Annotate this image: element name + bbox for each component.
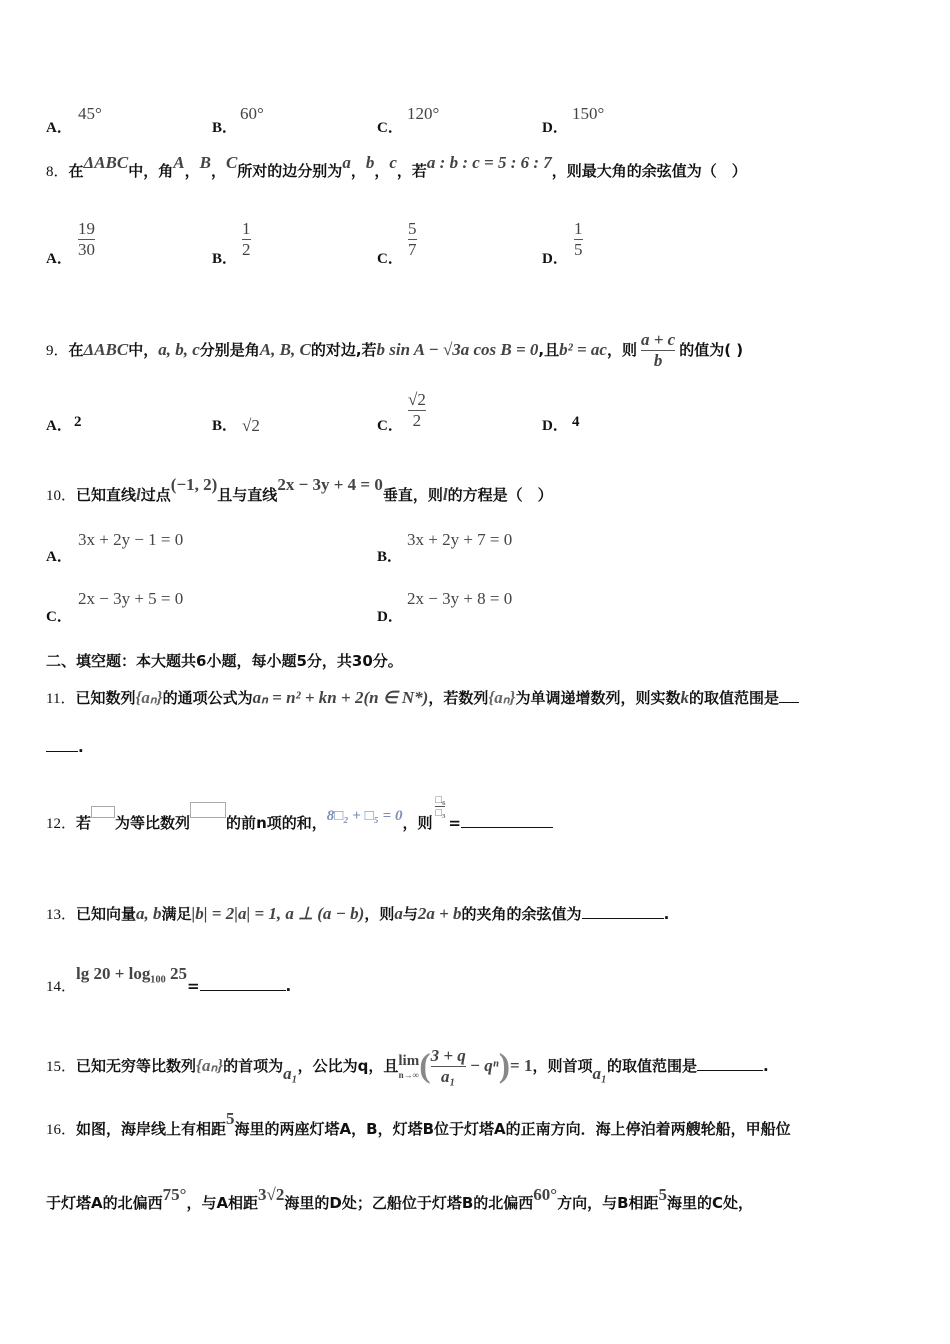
q16-number: 16．	[46, 1122, 77, 1138]
q15-a1: a₁	[592, 1064, 607, 1083]
q8-option-a-den: 30	[78, 240, 95, 259]
question-9	[46, 330, 743, 371]
q8-text: 所对的边分别为	[237, 162, 343, 180]
q12-text: 为等比数列	[115, 814, 191, 832]
q15-lim-sub: n→∞	[398, 1070, 420, 1080]
question-8	[46, 153, 747, 181]
q10-option-a-label: A．	[46, 549, 72, 565]
q8-text: ，	[374, 162, 390, 180]
q9-text: ，则	[606, 341, 637, 359]
q9-fraction-num: a + c	[640, 330, 676, 349]
question-11	[46, 687, 799, 708]
q14-expression: lg 20 + log₁₀₀ 25	[76, 964, 187, 983]
q7-option-d-value: 150°	[572, 104, 605, 123]
q14-end: .	[285, 977, 292, 995]
q10-point: (−1, 2)	[170, 475, 218, 494]
q8-option-b-num: 1	[242, 219, 251, 238]
q14-number: 14．	[46, 979, 77, 995]
q9-text: 中，	[128, 341, 159, 359]
q9-option-c-num: √2	[408, 390, 426, 409]
q10-line-l: l	[442, 485, 448, 504]
q9-vars: a, b, c	[158, 340, 200, 359]
q15-text: 的取值范围是	[606, 1057, 697, 1075]
q16-text: 于灯塔A的北偏西	[46, 1194, 163, 1212]
q10-options	[0, 525, 950, 625]
q10-option-c-label: C．	[46, 609, 72, 625]
q8-side-c: c	[389, 153, 397, 172]
q9-fraction-den: b	[653, 351, 663, 370]
q15-q: q	[357, 1057, 369, 1075]
q11-text: 的通项公式为	[162, 689, 253, 707]
q16-text: 海里的两座灯塔A，B，灯塔B位于灯塔A的正南方向．海上停泊着两艘轮船，甲船位	[234, 1120, 791, 1138]
q12-text: =	[448, 814, 461, 832]
question-16-line-2	[46, 1185, 754, 1213]
q15-a1: a₁	[283, 1064, 298, 1083]
q12-missing-symbol	[190, 802, 226, 818]
q9-option-a-value: 2	[74, 414, 82, 430]
q12-fraction-den: □₃	[435, 807, 446, 819]
q8-option-c-den: 7	[408, 240, 417, 259]
q8-option-c-fraction	[408, 219, 417, 260]
q9-text: 的值为( )	[679, 341, 744, 359]
question-14	[46, 964, 292, 996]
q15-minus-term: − qⁿ	[469, 1056, 499, 1075]
q8-option-b-den: 2	[242, 240, 251, 259]
q11-answer-blank-continued[interactable]	[46, 751, 78, 752]
q9-fraction	[641, 330, 675, 371]
q9-option-c-label: C．	[377, 418, 403, 434]
q12-fraction-num: □₆	[435, 794, 446, 806]
q9-options	[0, 388, 950, 448]
q9-option-d-value: 4	[572, 414, 580, 430]
q8-text: ，	[184, 162, 200, 180]
q8-option-a-fraction	[78, 219, 95, 260]
q12-fraction	[435, 794, 445, 819]
q9-option-a-label: A．	[46, 418, 72, 434]
q7-option-b-label: B．	[212, 120, 238, 136]
q16-angle-2: 60°	[533, 1185, 558, 1204]
q9-option-d-label: D．	[542, 418, 568, 434]
q11-k: k	[680, 688, 689, 707]
q11-text: 的取值范围是	[688, 689, 779, 707]
q9-text: ,且	[538, 341, 560, 359]
question-13	[46, 903, 669, 924]
q9-angles: A, B, C	[259, 340, 311, 359]
q9-equation-1: b sin A − √3a cos B = 0	[376, 340, 539, 359]
q15-answer-blank[interactable]	[697, 1070, 763, 1071]
q12-text: 若	[76, 814, 92, 832]
q15-lim-text: lim	[398, 1053, 420, 1069]
q8-option-b-fraction	[242, 219, 251, 260]
q7-option-d-label: D．	[542, 120, 568, 136]
q9-option-c-den: 2	[412, 411, 422, 430]
q12-text: ，则	[402, 814, 433, 832]
q11-end: .	[78, 738, 84, 756]
q15-right-paren: )	[498, 1047, 511, 1085]
q8-option-a-label: A．	[46, 251, 72, 267]
q15-end: .	[762, 1057, 769, 1075]
q9-option-b-label: B．	[212, 418, 238, 434]
q11-number: 11．	[46, 691, 76, 707]
q16-text: ，与A相距	[186, 1194, 259, 1212]
q16-distance-ab: 5	[226, 1109, 235, 1128]
q15-left-paren: (	[419, 1047, 431, 1085]
q8-angle-a: A	[173, 153, 185, 172]
q13-text: 的夹角的余弦值为	[461, 905, 582, 923]
q8-option-c-num: 5	[408, 219, 417, 238]
q12-text: 项的和，	[266, 814, 327, 832]
question-12	[46, 794, 553, 833]
q7-option-a-value: 45°	[78, 104, 102, 123]
q11-answer-blank[interactable]	[779, 702, 799, 703]
q9-number: 9．	[46, 343, 69, 359]
q11-text: 为单调递增数列，则实数	[515, 689, 681, 707]
q11-text: 已知数列	[75, 689, 136, 707]
q13-text: ，则	[364, 905, 395, 923]
q13-text: 已知向量	[76, 905, 137, 923]
q10-number: 10．	[46, 488, 77, 504]
q12-text: 的前	[226, 814, 257, 832]
section-2-heading: 二、填空题：本大题共6小题，每小题5分，共30分。	[46, 652, 403, 670]
q8-ratio: a : b : c = 5 : 6 : 7	[426, 153, 552, 172]
q8-option-d-den: 5	[574, 240, 583, 259]
q8-angle-c: C	[225, 153, 238, 172]
q13-condition: |b| = 2|a| = 1, a ⊥ (a − b)	[191, 904, 365, 923]
q8-text: ，若	[396, 162, 427, 180]
q8-option-d-num: 1	[574, 219, 583, 238]
q10-option-c-value: 2x − 3y + 5 = 0	[78, 589, 184, 608]
q13-expression: 2a + b	[417, 904, 462, 923]
q15-number: 15．	[46, 1059, 77, 1075]
q16-distance-ad: 3√2	[258, 1185, 285, 1204]
q7-option-c-value: 120°	[407, 104, 440, 123]
q7-option-b-value: 60°	[240, 104, 264, 123]
q10-text: 过点	[140, 486, 171, 504]
q15-lim	[398, 1053, 419, 1080]
q13-text: 与	[402, 905, 418, 923]
q12-n: n	[256, 814, 267, 832]
q11-formula: aₙ = n² + kn + 2(n ∈ N*)	[252, 688, 429, 707]
q11-line2	[46, 738, 84, 756]
q16-text: 海里的C处，	[667, 1194, 754, 1212]
q8-option-a-num: 19	[78, 219, 95, 238]
q8-text: ，则最大角的余弦值为（ ）	[551, 162, 747, 180]
q15-text: ，且	[368, 1057, 399, 1075]
q15-equals: = 1	[510, 1056, 533, 1075]
q10-option-a-value: 3x + 2y − 1 = 0	[78, 530, 184, 549]
q10-text: 垂直，则	[382, 486, 443, 504]
q10-option-d-label: D．	[377, 609, 403, 625]
q8-text: ，	[210, 162, 226, 180]
q9-text: 在	[68, 341, 84, 359]
q13-text: 满足	[161, 905, 192, 923]
q12-answer-blank[interactable]	[461, 827, 553, 828]
q9-equation-2: b² = ac	[559, 340, 607, 359]
q8-option-d-label: D．	[542, 251, 568, 267]
q7-options	[0, 0, 950, 140]
q16-text: 如图，海岸线上有相距	[76, 1120, 227, 1138]
question-16-line-1	[46, 1109, 791, 1139]
q10-line-l: l	[136, 485, 141, 504]
q15-fraction-den: a₁	[440, 1067, 456, 1086]
q15-text: 的首项为	[223, 1057, 284, 1075]
q16-distance-bc: 5	[658, 1185, 668, 1204]
q16-text: 方向，与B相距	[557, 1194, 659, 1212]
q15-text: ，公比为	[297, 1057, 358, 1075]
q8-side-a: a	[342, 153, 351, 172]
q10-text: 的方程是（ ）	[447, 486, 553, 504]
question-10	[46, 475, 553, 505]
q9-text: 分别是角	[199, 341, 260, 359]
q8-angle-b: B	[199, 153, 211, 172]
q9-triangle: ΔABC	[83, 340, 129, 359]
q10-text: 且与直线	[217, 486, 278, 504]
q11-sequence: {aₙ}	[488, 688, 516, 707]
q9-text: 的对边,若	[310, 341, 377, 359]
q8-option-b-label: B．	[212, 251, 238, 267]
q11-text: ，若数列	[428, 689, 489, 707]
q8-text: ，	[350, 162, 366, 180]
q15-text: 已知无穷等比数列	[76, 1057, 197, 1075]
q8-triangle: ΔABC	[83, 153, 129, 172]
q8-option-c-label: C．	[377, 251, 403, 267]
q13-answer-blank[interactable]	[582, 918, 664, 919]
q15-fraction	[431, 1046, 466, 1087]
q16-text: 海里的D处；乙船位于灯塔B的北偏西	[284, 1194, 534, 1212]
q7-option-a-label: A．	[46, 120, 72, 136]
q8-options	[0, 215, 950, 275]
q12-number: 12．	[46, 816, 77, 832]
q8-number: 8．	[46, 164, 69, 180]
q9-option-b-value: √2	[242, 416, 260, 435]
q14-answer-blank[interactable]	[200, 990, 286, 991]
q8-option-d-fraction	[574, 219, 583, 260]
q13-vars: a, b	[136, 904, 162, 923]
q10-option-d-value: 2x − 3y + 8 = 0	[407, 589, 513, 608]
q13-vector-a: a	[394, 904, 403, 923]
q15-text: ，则首项	[532, 1057, 593, 1075]
q10-option-b-label: B．	[377, 549, 403, 565]
q8-side-b: b	[365, 153, 375, 172]
q10-option-b-value: 3x + 2y + 7 = 0	[407, 530, 513, 549]
q8-text: 在	[68, 162, 84, 180]
q15-fraction-num: 3 + q	[430, 1046, 466, 1065]
q13-end: .	[663, 905, 670, 923]
q10-text: 已知直线	[76, 486, 137, 504]
q10-line-equation: 2x − 3y + 4 = 0	[277, 475, 383, 494]
q8-text: 中，角	[128, 162, 174, 180]
q12-equation: 8□₂ + □₅ = 0	[326, 808, 403, 824]
q7-option-c-label: C．	[377, 120, 403, 136]
q14-equals: =	[186, 977, 200, 995]
question-15	[46, 1046, 769, 1087]
q11-sequence: {aₙ}	[135, 688, 163, 707]
q13-number: 13．	[46, 907, 77, 923]
q15-sequence: {aₙ}	[196, 1056, 224, 1075]
q9-option-c-fraction	[408, 390, 426, 431]
q12-missing-symbol	[91, 806, 115, 818]
q16-angle-1: 75°	[162, 1185, 187, 1204]
